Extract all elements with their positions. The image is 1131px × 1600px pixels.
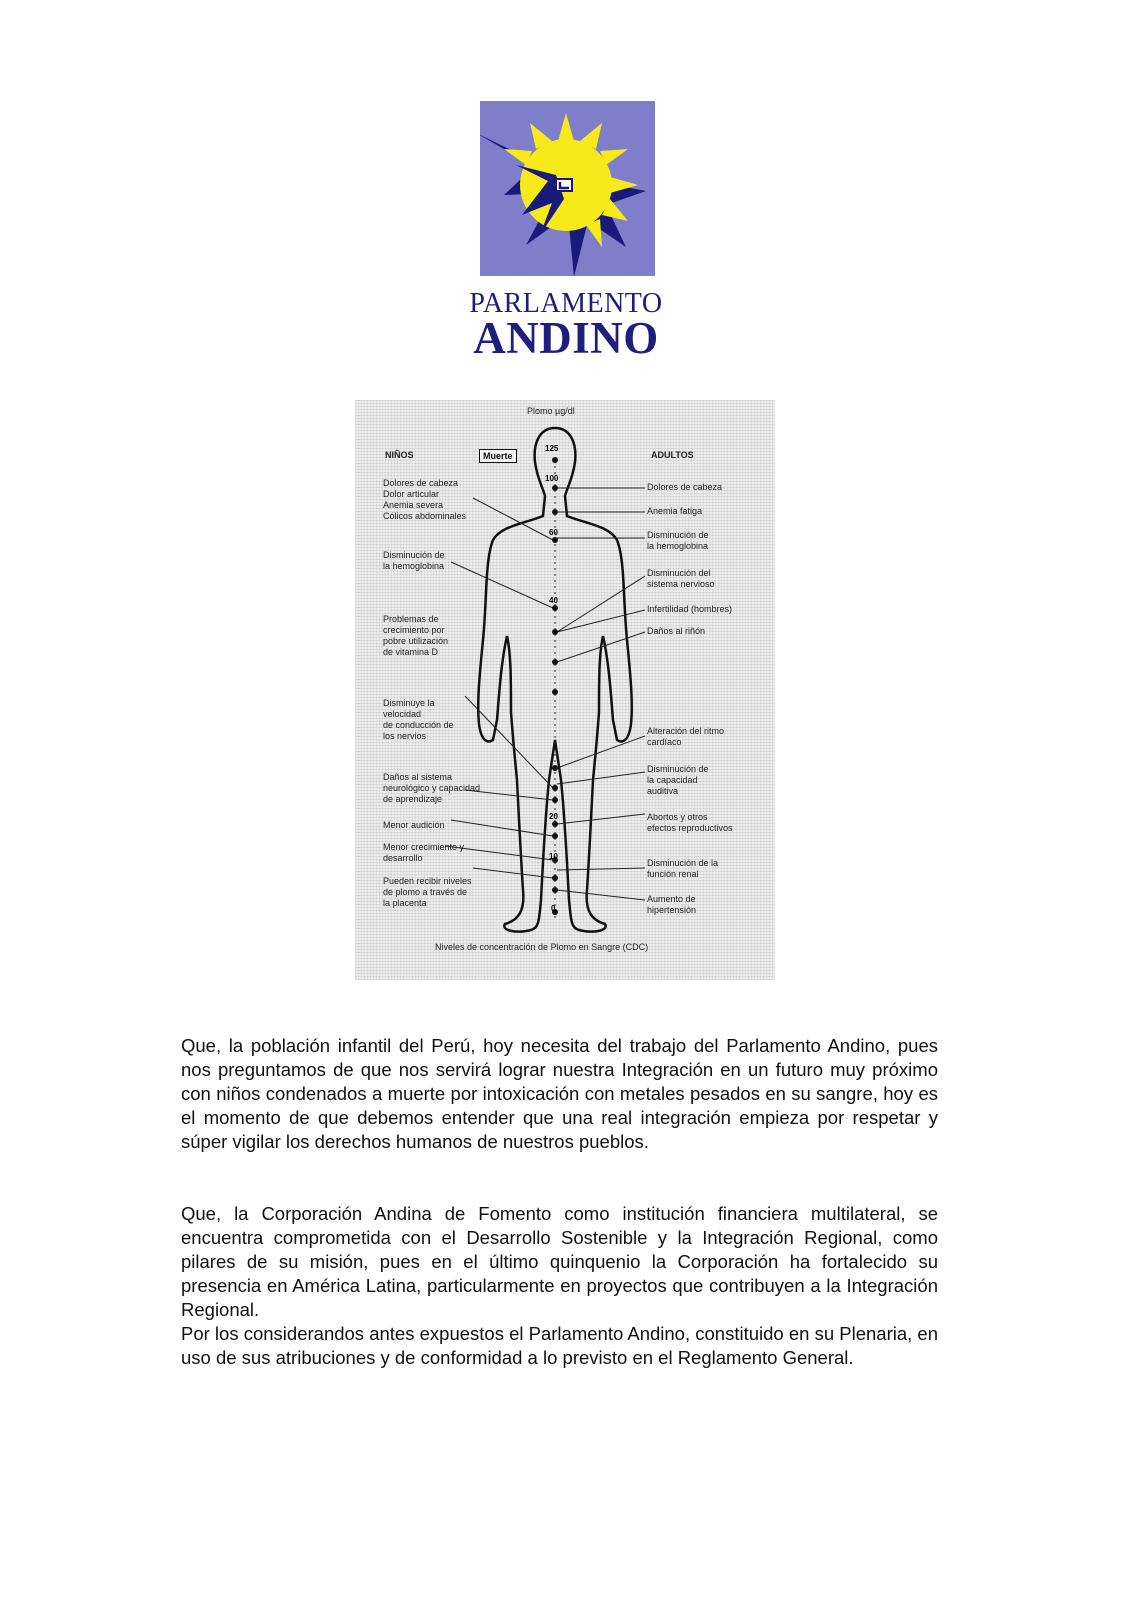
logo-sun-icon xyxy=(480,101,655,276)
left-effect-label: Disminución de la hemoglobina xyxy=(383,550,445,571)
right-effect-label: Disminución de la función renal xyxy=(647,858,719,879)
left-effect-label: Pueden recibir niveles de plomo a través de la placenta xyxy=(383,876,472,908)
logo xyxy=(480,101,655,276)
left-effect-label: Dolores de cabeza Dolor articular Anemia severa Cólicos abdominales xyxy=(383,478,467,521)
scale-value: 20 xyxy=(549,812,558,821)
left-effect-label: Daños al sistema neurológico y capacidad de aprendizaje xyxy=(383,772,481,804)
children-heading: NIÑOS xyxy=(385,450,414,460)
right-effect-label: Dolores de cabeza xyxy=(647,482,723,492)
right-effect-label: Alteración del ritmo cardíaco xyxy=(647,726,725,747)
scale-value: 100 xyxy=(545,474,559,483)
diagram-caption: Niveles de concentración de Plomo en Sangre (CDC) xyxy=(435,942,649,952)
paragraph-child-population: Que, la población infantil del Perú, hoy necesita del trabajo del Parlamento Andino, pues nos preguntamos de que nos servirá lograr nuestra Integración en un futuro muy próximo con niños condenados a muerte por intoxicación con metales pesados en su sangre, hoy es el momento de que debemos entender que una real integración empieza por respetar y súper vigilar los derechos humanos de nuestros pueblos. xyxy=(181,1035,938,1152)
right-effect-label: Disminución del sistema nervioso xyxy=(647,568,715,589)
paragraph-caf: Que, la Corporación Andina de Fomento como institución financiera multilateral, se encuentra comprometida con el Desarrollo Sostenible y la Integración Regional, como pilares de su misión, pues en el último quinquenio la Corporación ha fortalecido su presencia en América Latina, particularmente en proyectos que contribuyen a la Integración Regional. xyxy=(181,1203,938,1320)
left-effect-label: Menor crecimiento y desarrollo xyxy=(383,842,465,863)
right-effect-label: Disminución de la capacidad auditiva xyxy=(647,764,709,796)
right-effect-label: Daños al riñón xyxy=(647,626,706,636)
right-effect-label: Abortos y otros efectos reproductivos xyxy=(647,812,733,833)
lead-levels-diagram xyxy=(355,400,775,980)
adults-heading: ADULTOS xyxy=(651,450,694,460)
left-effect-label: Problemas de crecimiento por pobre utilización de vitamina D xyxy=(383,614,449,657)
scale-value: 0 xyxy=(551,904,556,913)
scale-value: 60 xyxy=(549,528,558,537)
left-effect-label: Disminuye la velocidad de conducción de los nervios xyxy=(383,698,454,741)
scale-value: 40 xyxy=(549,596,558,605)
right-effect-label: Disminución de la hemoglobina xyxy=(647,530,709,551)
scale-value: 125 xyxy=(545,444,559,453)
right-effect-label: Aumento de hipertensión xyxy=(647,894,697,915)
right-effect-label: Anemia fatiga xyxy=(647,506,703,516)
org-name-line1: PARLAMENTO xyxy=(469,288,663,319)
org-name-line2: ANDINO xyxy=(473,313,659,363)
paragraph-considerandos: Por los considerandos antes expuestos el Parlamento Andino, constituido en su Plenaria, en uso de sus atribuciones y de conformidad a lo previsto en el Reglamento General. xyxy=(181,1323,938,1368)
diagram-title: Plomo µg/dl xyxy=(527,406,575,416)
scale-value: 10 xyxy=(549,852,558,861)
right-effect-label: Infertilidad (hombres) xyxy=(647,604,733,614)
death-label: Muerte xyxy=(479,449,517,463)
left-effect-label: Menor audición xyxy=(383,820,445,830)
